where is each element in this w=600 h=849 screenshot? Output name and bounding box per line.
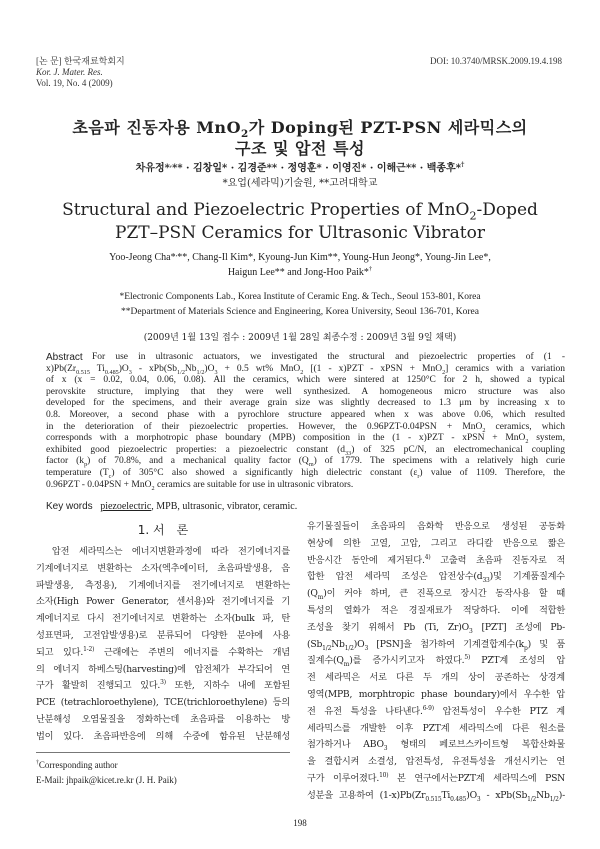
text-line: 구가 활발히 진행되고 있다.$^{3)}$ 또한, 지하수 내에 포함된 <box>36 679 290 692</box>
text-line: 유기물질들이 초음파의 음화학 반응으로 생성된 공동화 <box>307 521 565 532</box>
title-kr-line1: 초음파 진동자용 MnO$_2$가 Doping된 PZT-PSN 세라믹스의 <box>72 118 528 141</box>
text-line: 합한 압전 세라믹 조성은 압전상수$(d_{33})$및 기계품질계수 <box>307 571 565 585</box>
affiliation-en-2: **Department of Materials Science and Engineering, Korea University, Seoul 136-701, Korea <box>121 307 479 317</box>
text-line: perovskite structure, implying that they were well synthesized. A homogeneous micro structure was also <box>46 386 565 397</box>
text-line: 파발생용, 측정용), 기계에너지를 전기에너지로 변환하는 <box>36 579 290 591</box>
right-column-text <box>307 519 565 805</box>
text-line: 전 유전 특성을 나타낸다.$^{6-9)}$ 압전특성이 우수한 PTZ 계 <box>307 704 565 717</box>
text-line: 전 세라믹은 서로 다른 두 개의 상이 공존하는 상경계 <box>307 672 565 684</box>
authors-en-line2: Haigun Lee** and Jong-Hoo Paik*† <box>227 265 373 278</box>
corresponding-author: †Corresponding author <box>36 760 118 770</box>
text-line: 법이 있다. 초음파반응에 의해 수중에 함유된 난분해성 <box>36 730 290 742</box>
title-en-line1: Structural and Piezoelectric Properties of MnO$_2$-Doped <box>62 200 538 223</box>
journal-info <box>36 56 125 89</box>
text-line: 0.96PZT - 0.04PSN + MnO$_2$ ceramics are suitable for use in ultrasonic vibrators. <box>46 479 354 492</box>
text-line: 영역(MPB, morphtropic phase boundary)에서 우수한 압 <box>307 688 565 700</box>
page-number: 198 <box>293 818 307 828</box>
text-line: 세라믹스를 개발한 이후 PZT계 세라믹스에 다른 원소를 <box>307 722 565 734</box>
text-line: 성표면파, 고전압발생용)로 분류되어 다양한 분야에 사용 <box>36 629 290 641</box>
text-line: $(Q_m)$이 커야 하며, 큰 진폭으로 장시간 동작사용 할 때 <box>307 588 565 602</box>
abstract-label: Abstract <box>46 352 83 363</box>
text-line: $(Sb_{1/2}Nb_{1/2})O_3$ [PSN]을 첨가하여 기계결합계수$(k_p)$ 및 품 <box>307 638 565 652</box>
keyword-first: piezoelectric <box>100 501 152 512</box>
abstract <box>46 352 565 491</box>
text-line: 되고 있다.$^{1-2)}$ 근래에는 주변의 에너지를 수확하는 개념 <box>36 645 290 658</box>
text-line: factor $(k_p)$ of 70.8%, and a mechanical quality factor $(Q_m)$ of 1779. The specimens with a relatively high curie <box>46 456 565 469</box>
affiliation-en-1: *Electronic Components Lab., Korea Institute of Ceramic Eng. & Tech., Seoul 153-801, Korea <box>119 292 481 302</box>
text-line: 성분을 고용하여 $(1-x)Pb(Zr_{0.515}Ti_{0.485})O_3 - xPb(Sb_{1/2}Nb_{1/2})-$ <box>307 789 565 803</box>
text-line: 질계수$(Q_m)$를 증가시키고자 하였다.$^{5)}$ PZT계 조성의 압 <box>307 654 565 669</box>
text-line: For use in ultrasonic actuators, we investigated the structural and piezoelectric properties of (1 - <box>92 352 565 362</box>
email: E-Mail: jhpaik@kicet.re.kr (J. H. Paik) <box>36 775 177 785</box>
text-line: 압전 세라믹스는 에너지변환과정에 따라 전기에너지를 <box>36 546 290 557</box>
authors-en-line1: Yoo-Jeong Cha*,**, Chang-Il Kim*, Kyoung-Jun Kim**, Young-Hun Jeong*, Young-Jin Lee*, <box>109 250 491 263</box>
text-line: 기계에너지로 변환하는 소자(엑추에이터, 초음파발생용, 음 <box>36 562 290 574</box>
keywords <box>46 500 297 513</box>
text-line: of x (x = 0.02, 0.04, 0.06, 0.08). All the ceramics, which were sintered at 1250°C for 2 h, showed a typical <box>46 375 565 386</box>
left-column-text <box>36 544 290 746</box>
journal-name-kr: [논 문] 한국재료학회지 <box>36 56 125 66</box>
text-line: corresponds with a morphotropic phase boundary (MPB) composition in the (1 - x)PZT - xPSN + MnO$_2$ system, <box>46 433 566 446</box>
keywords-rest: , MPB, ultrasonic, vibrator, ceramic. <box>151 501 298 512</box>
text-line: 반응시간 동안에 제거된다.$^{4)}$ 고출력 초음파 진동자로 적 <box>307 553 566 566</box>
journal-name-en: Kor. J. Mater. Res. <box>36 67 103 77</box>
text-line: 현상에 의한 고열, 고압, 그리고 라디칼 반응으로 짧은 <box>307 537 565 549</box>
text-line: exhibited good piezoelectric properties: a piezoelectric constant $(d_{33})$ of 325 pC/N, an electromechanical coupling <box>46 444 565 457</box>
text-line: 의 에너지 하베스팅(harvesting)에 압전체가 부각되어 연 <box>36 663 290 675</box>
text-line: 구가 이루어졌다.$^{10)}$ 본 연구에서는PZT계 세라믹스에 PSN <box>307 771 565 784</box>
title-kr-line2: 구조 및 압전 특성 <box>235 139 365 158</box>
text-line: in the deterioration of their piezoelectric properties. However, the 0.96PZT-0.04PSN + MnO$_2$ ceramics, which <box>46 421 565 434</box>
authors-kr: 차유정*,** · 김창일* · 김경준** · 정영훈* · 이영진* · 이해근** · 백종후*† <box>135 160 465 174</box>
text-line: 특성의 열화가 적은 경질재료가 적당하다. 이에 적합한 <box>307 604 565 616</box>
submission-dates: (2009년 1월 13일 접수 : 2009년 1월 28일 최종수정 : 2009년 3월 9일 채택) <box>143 333 457 343</box>
doi: DOI: 10.3740/MRSK.2009.19.4.198 <box>429 56 562 66</box>
text-line: $x)Pb(Zr_{0.515}$ $Ti_{0.485})O_3 - xPb(Sb_{1/2}Nb_{1/2})O_3 + 0.5$ wt% MnO$_2$ [(1 - x)PZT - xPSN + MnO$_2$] ceramics with a variation <box>46 363 565 376</box>
footnote <box>36 758 177 788</box>
text-line: temperature $(T_c)$ of 305°C also showed a significantly high dielectric constant $(\varepsilon_r)$ value of 1109. Therefore, the <box>46 467 565 480</box>
text-line: 첨가하거나 $ABO_3$ 형태의 페로브스카이트형 복합산화물 <box>307 739 565 753</box>
text-line: 조성을 찾기 위해서 Pb (Ti, $Zr)O_3$ [PZT] 조성에 Pb- <box>307 621 566 635</box>
keywords-label: Key words <box>46 501 93 512</box>
title-en-line2: PZT–PSN Ceramics for Ultrasonic Vibrator <box>115 223 485 243</box>
text-line: PCE (tetrachloroethylene), TCE(trichloroethylene) 등의 <box>36 697 290 709</box>
text-line: 소자(High Power Generator, 센서용)와 전기에너지를 기 <box>36 596 290 608</box>
section-heading-introduction: 1. 서 론 <box>137 523 189 537</box>
text-line: developed for the specimens, and their average grain size was slightly decreased to 1.3 μm by increasing x to <box>46 398 565 409</box>
affiliation-kr: *요업(세라믹)기술원, **고려대학교 <box>222 178 378 189</box>
footnote-divider <box>36 752 290 753</box>
text-line: 을 결합시켜 소결성, 압전특성, 유전특성을 개선시키는 연 <box>307 756 565 768</box>
text-line: 0.8. Moreover, a second phase with a pyrochlore structure appeared when x was above 0.06, which resulted <box>46 409 565 420</box>
text-line: 계에너지로 다시 전기에너지로 변환하는 소자(bulk 파, 탄 <box>36 613 290 625</box>
text-line: 난분해성 오염물질을 정화하는데 초음파를 이용하는 방 <box>36 713 290 725</box>
journal-volume: Vol. 19, No. 4 (2009) <box>36 78 113 88</box>
